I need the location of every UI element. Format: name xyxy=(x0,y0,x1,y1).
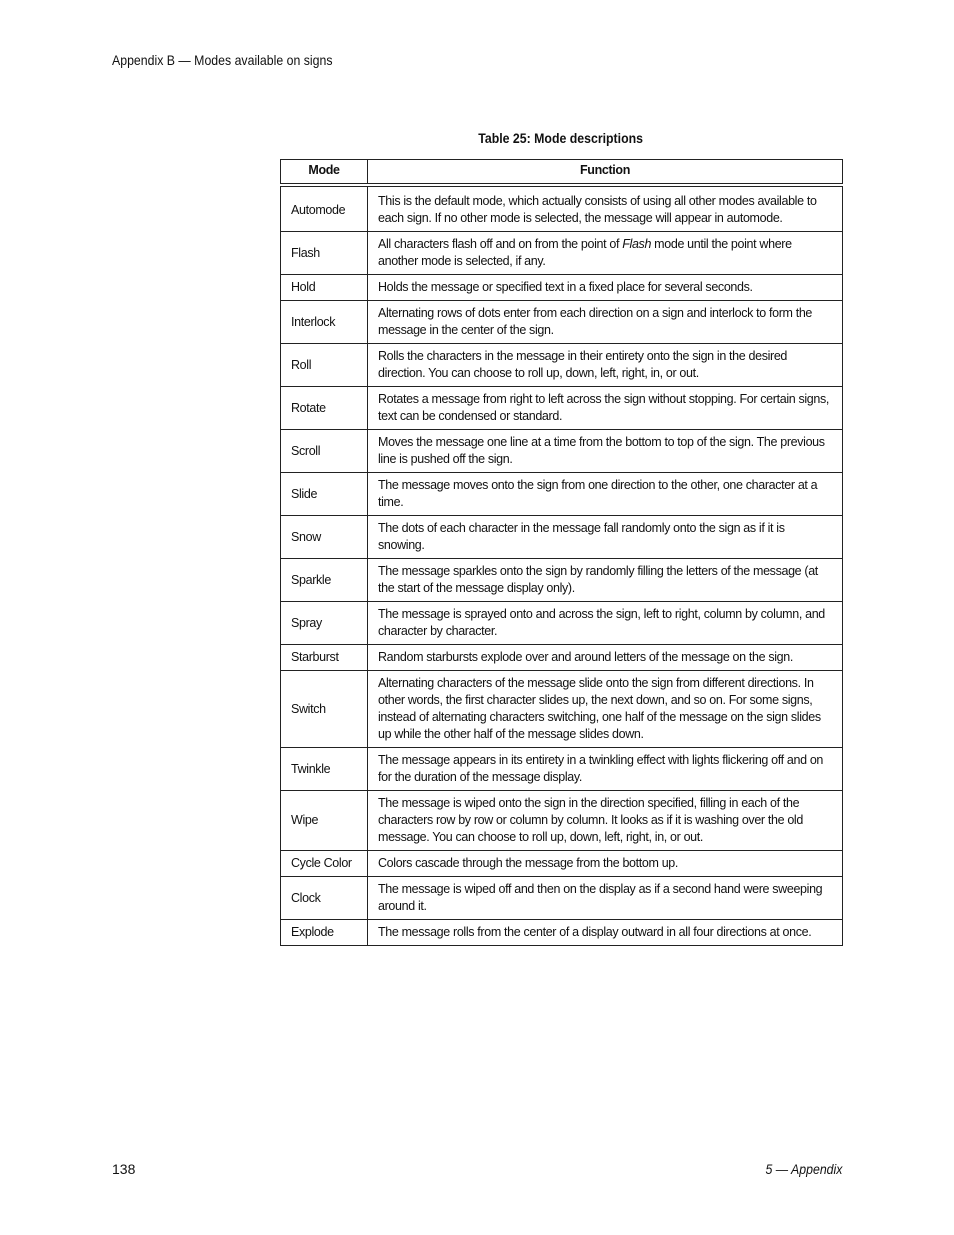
function-cell: The message rolls from the center of a display outward in all four directions at once. xyxy=(368,920,843,946)
function-cell xyxy=(368,232,843,275)
table-row xyxy=(281,516,843,559)
function-text: mode until the point where another mode is selected, if any. xyxy=(378,237,792,268)
mode-cell: Spray xyxy=(281,602,368,645)
column-header-function: Function xyxy=(368,160,843,186)
mode-cell: Roll xyxy=(281,344,368,387)
table-row xyxy=(281,671,843,748)
function-cell: The message is wiped onto the sign in the direction specified, filling in each of the characters row by row or column by column. It looks as if it is washing over the old message. You can choose to roll up, down, left, right, in, or out. xyxy=(368,791,843,851)
mode-cell: Interlock xyxy=(281,301,368,344)
mode-cell: Hold xyxy=(281,275,368,301)
function-cell: The message is wiped off and then on the display as if a second hand were sweeping around it. xyxy=(368,877,843,920)
function-cell: Alternating rows of dots enter from each direction on a sign and interlock to form the message in the center of the sign. xyxy=(368,301,843,344)
function-cell: The message is sprayed onto and across the sign, left to right, column by column, and character by character. xyxy=(368,602,843,645)
function-cell: Holds the message or specified text in a fixed place for several seconds. xyxy=(368,275,843,301)
footer-section xyxy=(755,1161,842,1177)
function-cell: The message appears in its entirety in a twinkling effect with lights flickering off and on for the duration of the message display. xyxy=(368,748,843,791)
table-header-row xyxy=(281,160,843,186)
mode-cell: Flash xyxy=(281,232,368,275)
mode-descriptions-table xyxy=(280,159,843,946)
running-header: Appendix B — Modes available on signs xyxy=(112,52,333,68)
mode-cell: Snow xyxy=(281,516,368,559)
table-row xyxy=(281,877,843,920)
table-row xyxy=(281,344,843,387)
function-cell: Random starbursts explode over and around letters of the message on the sign. xyxy=(368,645,843,671)
table-row xyxy=(281,559,843,602)
function-cell: The message sparkles onto the sign by randomly filling the letters of the message (at the start of the message display only). xyxy=(368,559,843,602)
function-cell: Rolls the characters in the message in their entirety onto the sign in the desired direction. You can choose to roll up, down, left, right, in, or out. xyxy=(368,344,843,387)
table-row xyxy=(281,185,843,232)
table-caption-text: Table 25: Mode descriptions xyxy=(478,130,644,146)
page-number: 138 xyxy=(112,1161,136,1177)
table-row xyxy=(281,301,843,344)
table-row xyxy=(281,602,843,645)
table-row xyxy=(281,748,843,791)
mode-cell: Explode xyxy=(281,920,368,946)
table-row xyxy=(281,920,843,946)
mode-cell: Cycle Color xyxy=(281,851,368,877)
table-row xyxy=(281,473,843,516)
table-caption xyxy=(280,130,842,146)
function-cell: This is the default mode, which actually consists of using all other modes available to each sign. If no other mode is selected, the message will appear in automode. xyxy=(368,185,843,232)
function-cell: Moves the message one line at a time from the bottom to top of the sign. The previous line is pushed off the sign. xyxy=(368,430,843,473)
mode-cell: Sparkle xyxy=(281,559,368,602)
table-row xyxy=(281,430,843,473)
footer-section-text: 5 — Appendix xyxy=(765,1161,842,1177)
table-row xyxy=(281,851,843,877)
mode-cell: Switch xyxy=(281,671,368,748)
table-row xyxy=(281,232,843,275)
mode-cell: Automode xyxy=(281,185,368,232)
mode-cell: Scroll xyxy=(281,430,368,473)
mode-cell: Wipe xyxy=(281,791,368,851)
column-header-mode: Mode xyxy=(281,160,368,186)
mode-cell: Slide xyxy=(281,473,368,516)
table-row xyxy=(281,791,843,851)
function-cell: Alternating characters of the message slide onto the sign from different directions. In other words, the first character slides up, the next down, and so on. For some signs, instead of alternating characters switching, one half of the message on the sign slides up while the other half of the message slides down. xyxy=(368,671,843,748)
function-emphasis: Flash xyxy=(622,237,652,251)
table-row xyxy=(281,275,843,301)
function-cell: The message moves onto the sign from one direction to the other, one character at a time. xyxy=(368,473,843,516)
function-cell: Rotates a message from right to left across the sign without stopping. For certain signs, text can be condensed or standard. xyxy=(368,387,843,430)
function-text: All characters flash off and on from the point of xyxy=(378,237,623,251)
function-cell: Colors cascade through the message from the bottom up. xyxy=(368,851,843,877)
function-cell: The dots of each character in the message fall randomly onto the sign as if it is snowing. xyxy=(368,516,843,559)
mode-cell: Twinkle xyxy=(281,748,368,791)
table-row xyxy=(281,645,843,671)
mode-cell: Starburst xyxy=(281,645,368,671)
mode-cell: Clock xyxy=(281,877,368,920)
table-row xyxy=(281,387,843,430)
mode-cell: Rotate xyxy=(281,387,368,430)
